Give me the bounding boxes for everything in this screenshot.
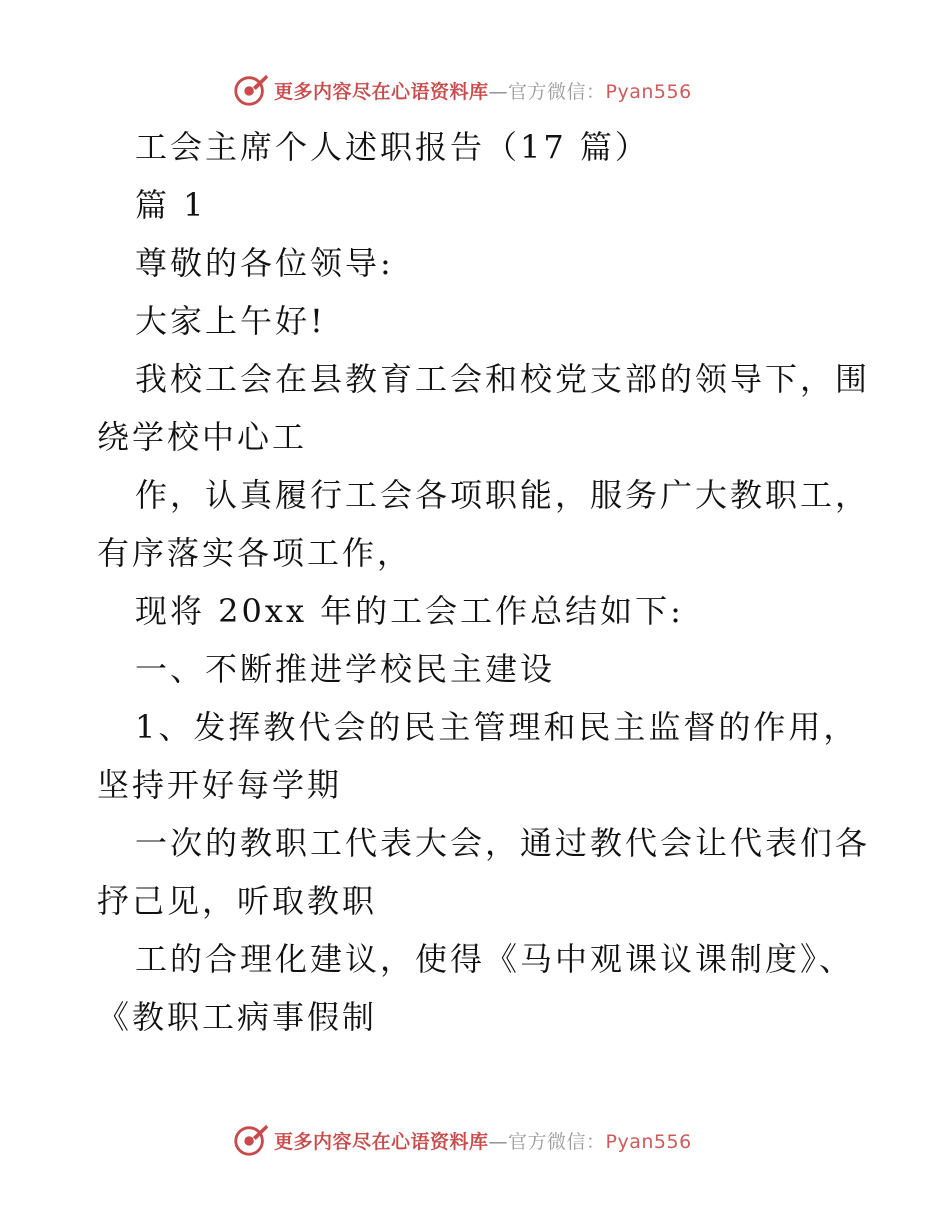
text-line: 作，认真履行工会各项职能，服务广大教职工， [135,476,871,514]
watermark-banner-bottom [232,1120,692,1160]
text-line: 我校工会在县教育工会和校党支部的领导下，围 [135,360,871,398]
text-line: 工的合理化建议，使得《马中观课议课制度》、 [135,940,855,978]
text-line: 尊敬的各位领导: [135,244,394,282]
text-line: 一、不断推进学校民主建设 [135,650,556,688]
text-line: 1、发挥教代会的民主管理和民主监督的作用， [135,708,859,746]
text-line: 工会主席个人述职报告（17 篇） [135,128,650,166]
watermark-label: 官方微信： [508,80,606,103]
text-line: 现将 20xx 年的工会工作总结如下: [135,592,684,630]
watermark-text [274,1127,692,1154]
document-body [97,118,871,1046]
text-line: 一次的教职工代表大会，通过教代会让代表们各 [135,824,871,862]
text-line: 坚持开好每学期 [97,766,343,804]
text-line: 篇 1 [135,186,207,224]
pen-logo-icon [232,1121,270,1159]
text-line: 抒己见，听取教职 [97,882,378,920]
watermark-dash: — [488,80,509,103]
watermark-dash: — [488,1130,509,1153]
text-line: 大家上午好! [135,302,326,340]
watermark-banner-top [232,70,692,110]
watermark-text [274,77,692,104]
text-line: 绕学校中心工 [97,418,308,456]
text-line: 《教职工病事假制 [97,998,378,1036]
watermark-wechat-id: Pyan556 [605,80,692,103]
watermark-wechat-id: Pyan556 [605,1130,692,1153]
watermark-label: 官方微信： [508,1130,606,1153]
watermark-main-text: 更多内容尽在心语资料库 [274,1130,489,1153]
text-line: 有序落实各项工作， [97,534,413,572]
pen-logo-icon [232,71,270,109]
watermark-main-text: 更多内容尽在心语资料库 [274,80,489,103]
